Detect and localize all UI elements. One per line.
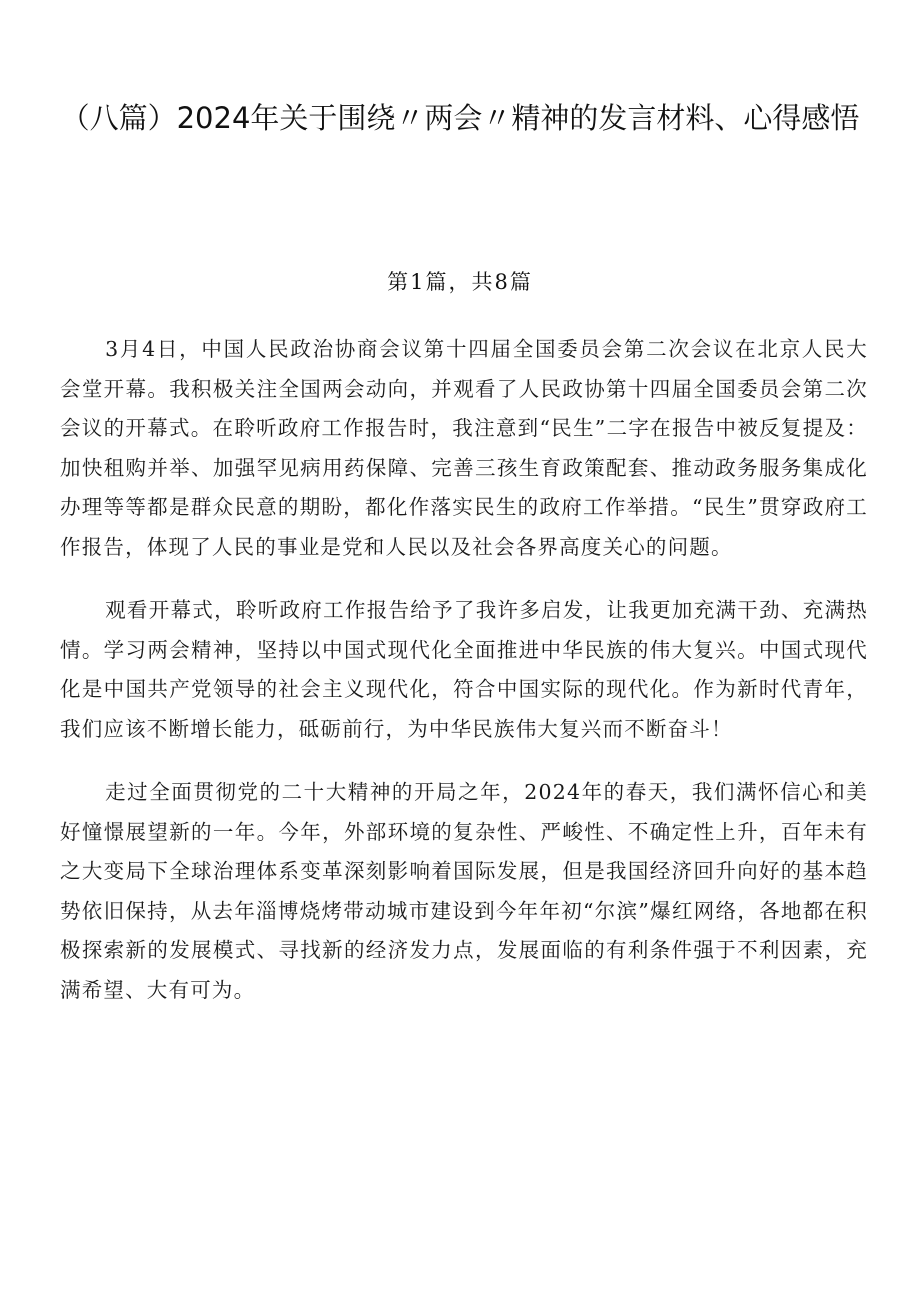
paragraph: 3月4日，中国人民政治协商会议第十四届全国委员会第二次会议在北京人民大会堂开幕。我积极关注全国两会动向，并观看了人民政协第十四届全国委员会第二次会议的开幕式。在聆听政府工作报告时，我注意到“民生”二字在报告中被反复提及：加快租购并举、加强罕见病用药保障、完善三孩生育政策配套、推动政务服务集成化办理等等都是群众民意的期盼，都化作落实民生的政府工作举措。“民生”贯穿政府工作报告，体现了人民的事业是党和人民以及社会各界高度关心的问题。 (60, 337, 868, 559)
document-body (60, 330, 868, 1034)
paragraph: 观看开幕式，聆听政府工作报告给予了我许多启发，让我更加充满干劲、充满热情。学习两会精神，坚持以中国式现代化全面推进中华民族的伟大复兴。中国式现代化是中国共产党领导的社会主义现代化，符合中国实际的现代化。作为新时代青年，我们应该不断增长能力，砥砺前行，为中华民族伟大复兴而不断奋斗！ (60, 598, 868, 741)
document-title: （八篇）2024年关于围绕〃两会〃精神的发言材料、心得感悟 (60, 101, 860, 135)
paragraph: 走过全面贯彻党的二十大精神的开局之年，2024年的春天，我们满怀信心和美好憧憬展望新的一年。今年，外部环境的复杂性、严峻性、不确定性上升，百年未有之大变局下全球治理体系变革深刻影响着国际发展，但是我国经济回升向好的基本趋势依旧保持，从去年淄博烧烤带动城市建设到今年年初“尔滨”爆红网络，各地都在积极探索新的发展模式、寻找新的经济发力点，发展面临的有利条件强于不利因素，充满希望、大有可为。 (60, 780, 868, 1002)
section-header: 第1篇，共8篇 (387, 270, 533, 294)
